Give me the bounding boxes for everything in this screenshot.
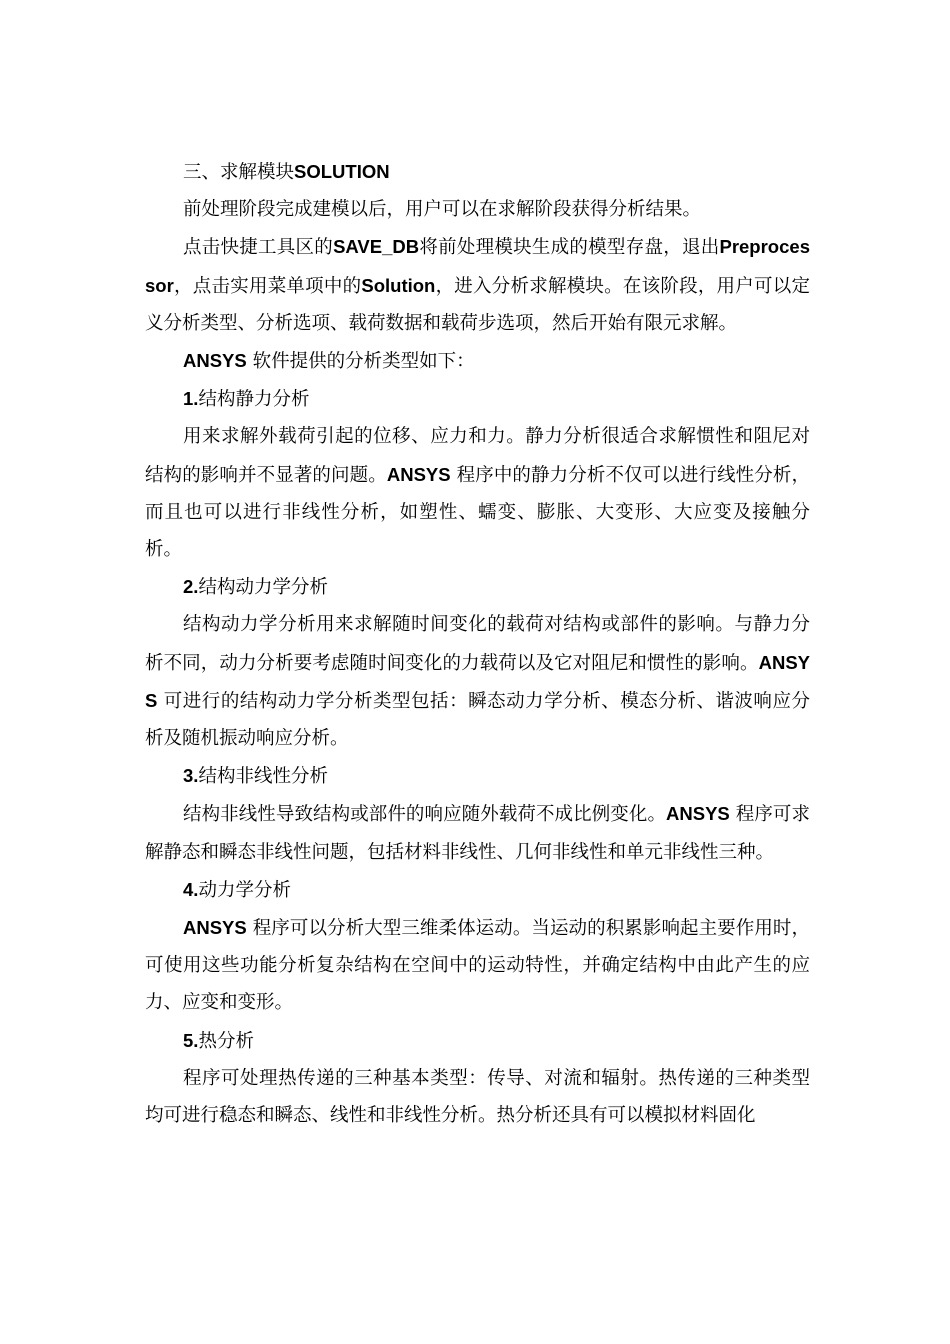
item-title: 结构动力学分析 [198,577,328,599]
item-body-text-1: 用来求解外载荷引起的位移、应力和力。静力分析很适合求解惯性和阻尼对结构的影响并不显著的问题。 [145,426,810,486]
item-heading [145,757,810,795]
save-db-keyword: SAVE_DB [333,236,420,258]
preprocessor-keyword: Preprocessor [145,236,810,296]
section-title-prefix: 三、求解模块 [183,162,295,183]
item-title: 结构非线性分析 [198,766,328,788]
item-body-text-1: 程序可处理热传递的三种基本类型：传导、对流和辐射。热传递的三种类型均可进行稳态和瞬态、线性和非线性分析。热分析还具有可以模拟材料固化 [145,1067,810,1127]
item-body-text-2: 程序可以分析大型三维柔体运动。当运动的积累影响起主要作用时，可使用这些功能分析复杂结构在空间中的运动特性，并确定结构中由此产生的应力、应变和变形。 [145,918,810,1014]
item-body [145,418,810,568]
save-text-4: ，进入分析求解模块。在该阶段，用户可以定义分析类型、分析选项、载荷数据和载荷步选项，然后开始有限元求解。 [145,275,810,334]
solution-keyword: Solution [361,274,436,296]
save-paragraph [145,228,810,342]
item-title: 动力学分析 [198,879,291,901]
item-body [145,1060,810,1134]
section-title-keyword: SOLUTION [294,161,390,182]
item-body [145,606,810,757]
item-number: 1. [183,388,199,410]
item-heading [145,568,810,606]
save-text-1: 点击快捷工具区的 [183,237,334,259]
item-number: 3. [183,765,199,787]
item-body [145,909,810,1022]
item-number: 5. [183,1029,199,1051]
item-title: 热分析 [198,1030,254,1052]
item-heading [145,1022,810,1060]
save-text-2: 将前处理模块生成的模型存盘，退出 [419,237,720,259]
item-body-keyword: ANSYS [183,917,247,939]
item-body-text-2: 程序可求解静态和瞬态非线性问题，包括材料非线性、几何非线性和单元非线性三种。 [145,804,810,863]
item-number: 2. [183,576,199,598]
item-title: 结构静力分析 [198,389,310,411]
types-intro-paragraph [145,342,810,380]
item-body-keyword: ANSYS [666,803,730,825]
document-body [145,153,810,1134]
item-heading [145,871,810,909]
save-text-3: ，点击实用菜单项中的 [173,275,362,297]
item-body [145,795,810,870]
item-body-keyword: ANSYS [145,651,810,711]
item-body-keyword: ANSYS [386,463,451,485]
item-body-text-1: 结构非线性导致结构或部件的响应随外载荷不成比例变化。 [183,804,667,826]
item-number: 4. [183,878,199,900]
item-body-text-2: 可进行的结构动力学分析类型包括：瞬态动力学分析、模态分析、谐波响应分析及随机振动响应分析。 [145,690,810,750]
item-heading [145,380,810,418]
section-title [145,153,810,191]
intro-paragraph: 前处理阶段完成建模以后，用户可以在求解阶段获得分析结果。 [183,199,702,221]
item-body-text-2: 程序中的静力分析不仅可以进行线性分析，而且也可以进行非线性分析，如塑性、蠕变、膨胀、大变形、大应变及接触分析。 [145,464,810,561]
types-intro-text: 软件提供的分析类型如下： [252,351,475,373]
item-body-text-1: 结构动力学分析用来求解随时间变化的载荷对结构或部件的影响。与静力分析不同，动力分析要考虑随时间变化的力载荷以及它对阻尼和惯性的影响。 [145,614,810,674]
ansys-keyword: ANSYS [183,350,247,372]
